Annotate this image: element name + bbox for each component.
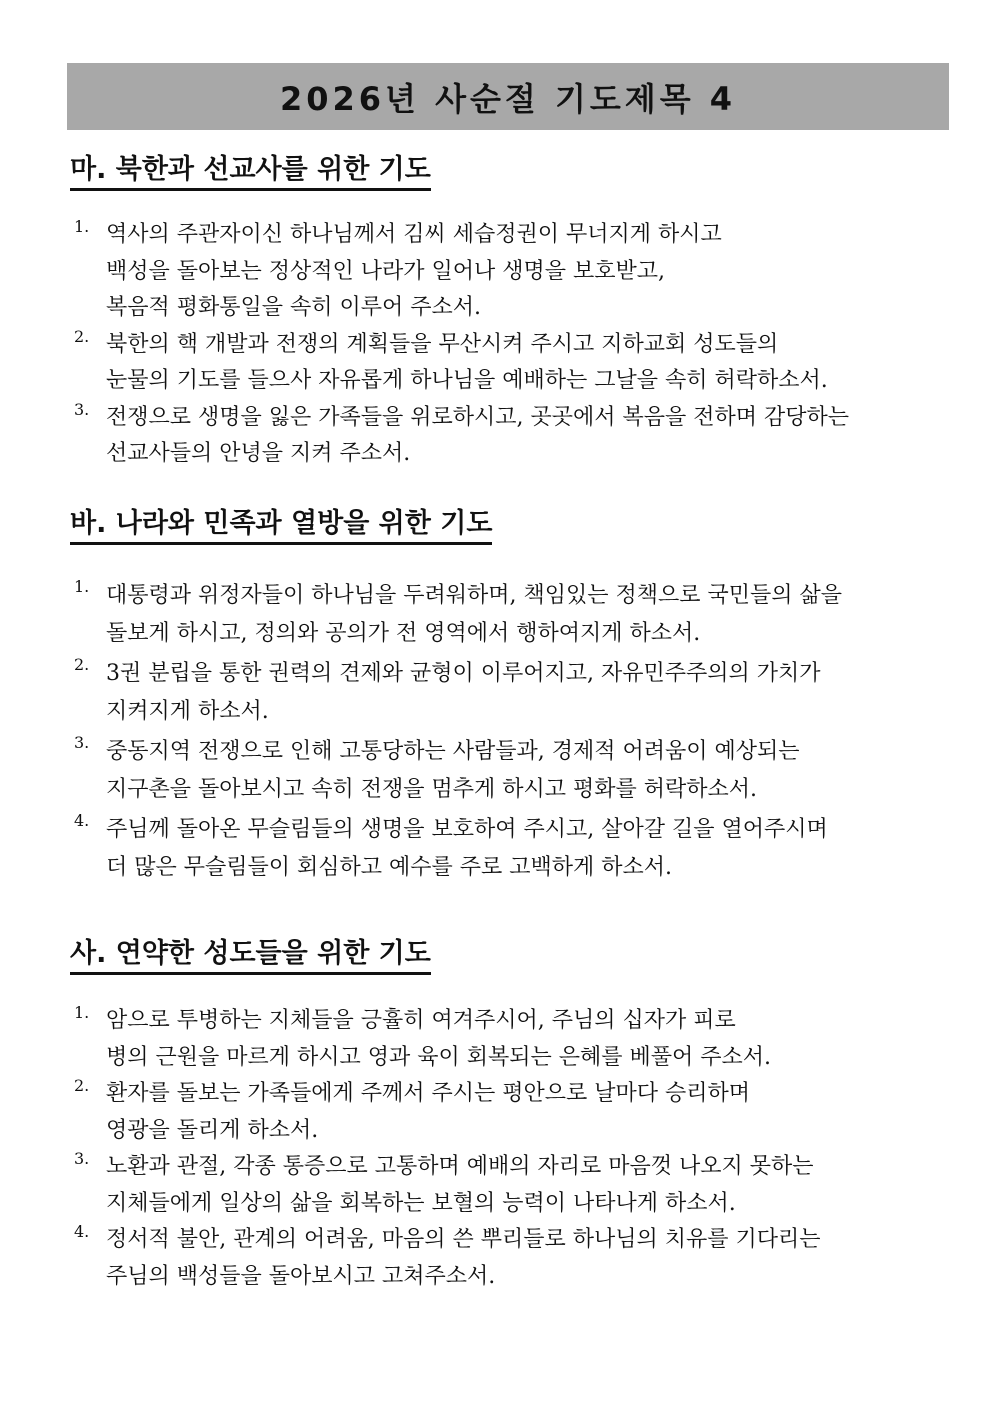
item-line: 노환과 관절, 각종 통증으로 고통하며 예배의 자리로 마음껏 나오지 못하는 <box>106 1154 814 1179</box>
item-line: 정서적 불안, 관계의 어려움, 마음의 쓴 뿌리들로 하나님의 치유를 기다리는 <box>106 1227 821 1252</box>
item-line: 북한의 핵 개발과 전쟁의 계획들을 무산시켜 주시고 지하교회 성도들의 <box>106 331 779 357</box>
item-number: 3. <box>74 1149 90 1168</box>
item-line: 역사의 주관자이신 하나님께서 김씨 세습정권이 무너지게 하시고 <box>106 222 722 247</box>
item-line: 주님의 백성들을 돌아보시고 고쳐주소서. <box>106 1263 496 1289</box>
item-line: 3권 분립을 통한 권력의 견제와 균형이 이루어지고, 자유민주주의의 가치가 <box>106 661 821 686</box>
prayer-item <box>70 400 940 473</box>
section-heading: 사. 연약한 성도들을 위한 기도 <box>70 937 431 975</box>
item-number: 2. <box>74 326 90 346</box>
prayer-list <box>70 577 940 887</box>
prayer-item <box>70 327 940 400</box>
item-line: 지체들에게 일상의 삶을 회복하는 보혈의 능력이 나타나게 하소서. <box>106 1190 736 1216</box>
item-line: 백성을 돌아보는 정상적인 나라가 일어나 생명을 보호받고, <box>106 258 666 284</box>
item-line: 중동지역 전쟁으로 인해 고통당하는 사람들과, 경제적 어려움이 예상되는 <box>106 739 800 764</box>
item-line: 대통령과 위정자들이 하나님을 두려워하며, 책임있는 정책으로 국민들의 삶을 <box>106 583 843 608</box>
section-weak-believers <box>70 937 940 1295</box>
section-heading: 바. 나라와 민족과 열방을 위한 기도 <box>70 507 492 545</box>
item-line: 복음적 평화통일을 속히 이루어 주소서. <box>106 295 481 320</box>
prayer-item <box>70 655 940 731</box>
item-line: 영광을 돌리게 하소서. <box>106 1117 319 1143</box>
prayer-list <box>70 1003 940 1295</box>
item-line: 암으로 투병하는 지체들을 긍휼히 여겨주시어, 주님의 십자가 피로 <box>106 1008 736 1033</box>
prayer-item <box>70 1076 940 1149</box>
prayer-item <box>70 1222 940 1295</box>
item-number: 1. <box>74 1003 90 1022</box>
prayer-item <box>70 811 940 887</box>
section-heading: 마. 북한과 선교사를 위한 기도 <box>70 153 431 191</box>
item-line: 지켜지게 하소서. <box>106 699 269 724</box>
item-number: 3. <box>74 399 90 419</box>
item-number: 4. <box>74 811 90 830</box>
prayer-item <box>70 577 940 653</box>
prayer-item <box>70 733 940 809</box>
item-line: 더 많은 무슬림들이 회심하고 예수를 주로 고백하게 하소서. <box>106 855 672 880</box>
item-line: 전쟁으로 생명을 잃은 가족들을 위로하시고, 곳곳에서 복음을 전하며 감당하는 <box>106 404 850 430</box>
item-number: 2. <box>74 655 90 674</box>
item-line: 돌보게 하시고, 정의와 공의가 전 영역에서 행하여지게 하소서. <box>106 621 701 646</box>
item-number: 1. <box>74 577 90 596</box>
item-line: 지구촌을 돌아보시고 속히 전쟁을 멈추게 하시고 평화를 허락하소서. <box>106 777 758 802</box>
title-bar <box>67 63 949 130</box>
item-line: 환자를 돌보는 가족들에게 주께서 주시는 평안으로 날마다 승리하며 <box>106 1081 751 1106</box>
section-nation-and-world <box>70 507 940 887</box>
item-number: 2. <box>74 1076 90 1095</box>
item-line: 눈물의 기도를 들으사 자유롭게 하나님을 예배하는 그날을 속히 허락하소서. <box>106 368 828 393</box>
prayer-item <box>70 1003 940 1076</box>
item-number: 4. <box>74 1222 90 1241</box>
section-north-korea-missionaries <box>70 153 940 473</box>
item-line: 주님께 돌아온 무슬림들의 생명을 보호하여 주시고, 살아갈 길을 열어주시며 <box>106 817 828 842</box>
item-number: 1. <box>74 217 90 236</box>
prayer-item <box>70 1149 940 1222</box>
prayer-list <box>70 217 940 473</box>
item-line: 병의 근원을 마르게 하시고 영과 육이 회복되는 은혜를 베풀어 주소서. <box>106 1044 771 1070</box>
item-line: 선교사들의 안녕을 지켜 주소서. <box>106 441 411 466</box>
prayer-item <box>70 217 940 327</box>
item-number: 3. <box>74 733 90 752</box>
page-title: 2026년 사순절 기도제목 4 <box>279 79 737 118</box>
